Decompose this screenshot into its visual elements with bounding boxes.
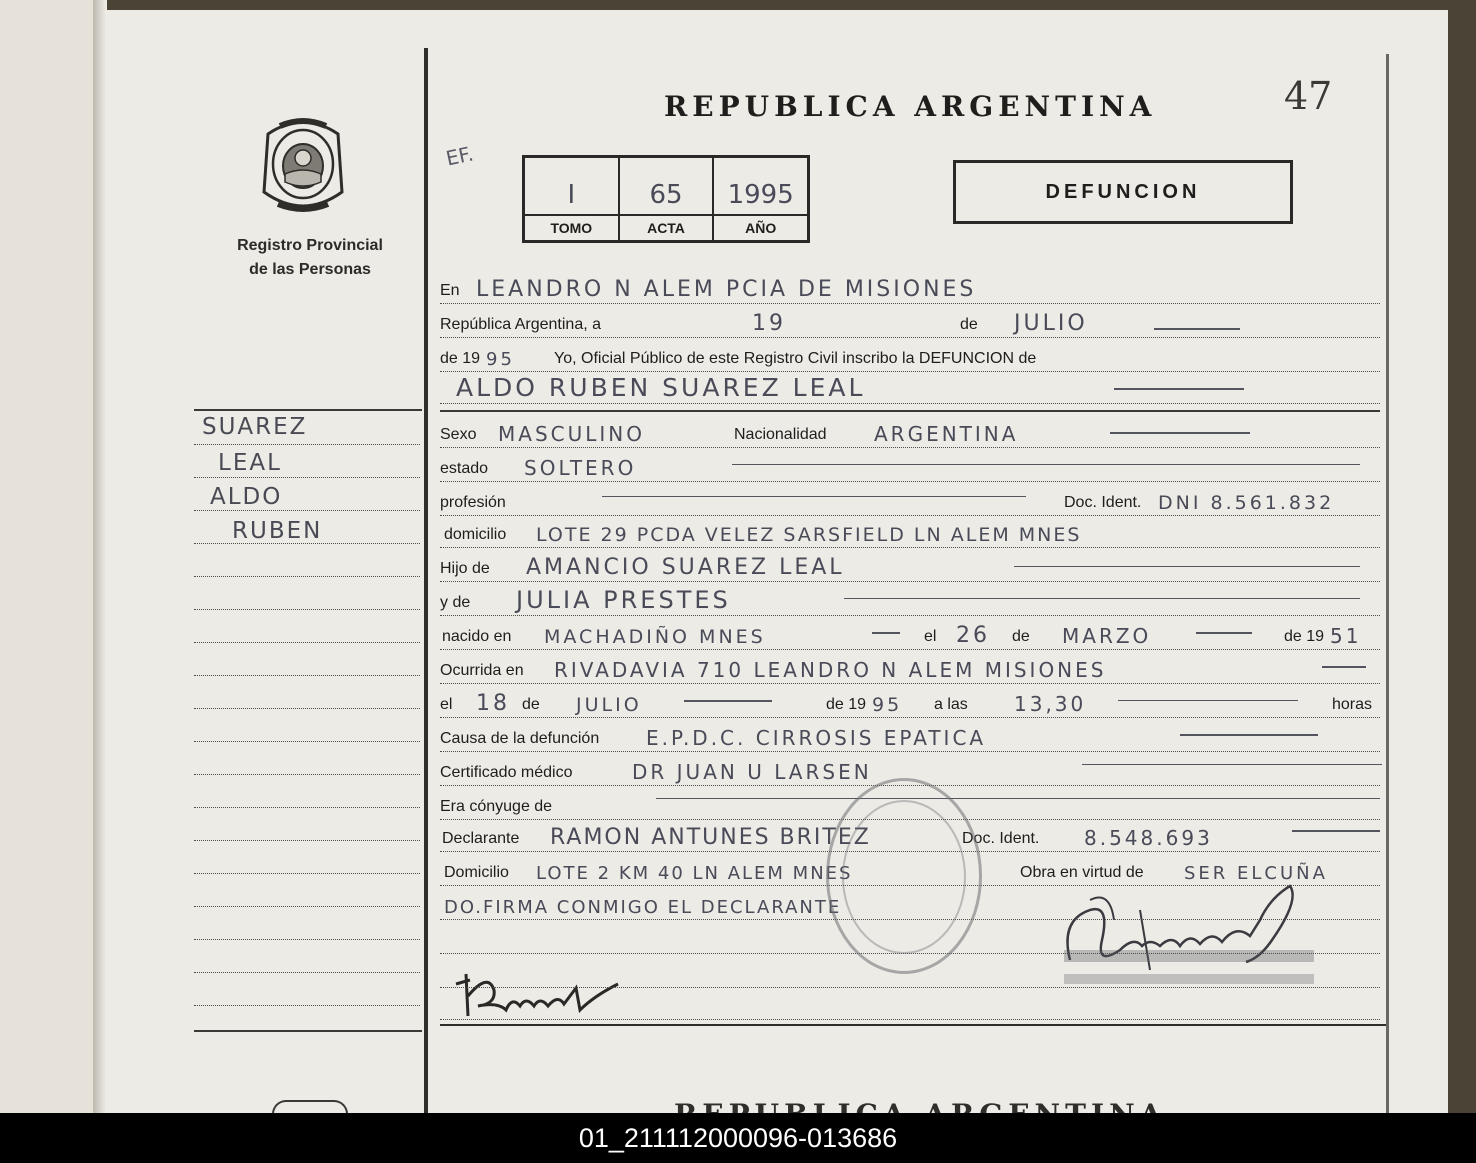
form-row-causa [440, 722, 1380, 752]
handwritten-annotation: EF. [443, 141, 476, 171]
decl-domicilio-value: LOTE 2 KM 40 LN ALEM MNES [536, 863, 853, 884]
stub-line [194, 881, 420, 907]
image-identifier: 01_211112000096-013686 [578, 1123, 898, 1153]
en-value: LEANDRO N ALEM PCIA DE MISIONES [476, 277, 977, 302]
doc-label: Doc. Ident. [1064, 494, 1142, 511]
official-signature [1050, 880, 1320, 990]
dia-value: 19 [752, 311, 786, 336]
fill-dash [1180, 734, 1318, 736]
fill-dash [1082, 764, 1382, 765]
hora-value: 13,30 [1014, 692, 1087, 716]
obra-value: SER ELCUÑA [1184, 863, 1328, 884]
decl-doc-label: Doc. Ident. [962, 830, 1040, 847]
tomo-cell [525, 158, 620, 240]
stub-bottom-rule [194, 1030, 422, 1032]
nacido-label: nacido en [442, 628, 512, 645]
acta-value: 65 [649, 180, 683, 210]
stub-line [194, 551, 420, 577]
madre-value: JULIA PRESTES [516, 586, 731, 614]
stub-line [194, 683, 420, 709]
nac-dia-value: 26 [956, 623, 990, 648]
difunto-value: ALDO RUBEN SUAREZ LEAL [456, 373, 866, 402]
stub-line [194, 914, 420, 940]
causa-label: Causa de la defunción [440, 730, 600, 747]
fill-dash [1196, 632, 1252, 634]
certificado-value: DR JUAN U LARSEN [632, 760, 872, 784]
fill-dash [844, 598, 1360, 599]
form-row-blank [440, 990, 1380, 1020]
causa-value: E.P.D.C. CIRROSIS EPATICA [646, 726, 987, 750]
form-row-inscribo [440, 342, 1380, 372]
document-title: REPUBLICA ARGENTINA [664, 90, 1157, 123]
declarante-label: Declarante [442, 830, 520, 847]
ano-label: AÑO [714, 214, 807, 240]
fill-dash [1114, 388, 1244, 390]
yde-label: y de [440, 594, 471, 611]
ocurrida-value: RIVADAVIA 710 LEANDRO N ALEM MISIONES [554, 658, 1107, 682]
stub-line [194, 650, 420, 676]
book-binding [93, 0, 107, 1113]
fill-dash [656, 798, 1380, 799]
profesion-label: profesión [440, 494, 506, 511]
next-page-seal-icon [272, 1100, 348, 1114]
form-row-estado [440, 452, 1380, 482]
fill-dash [1154, 328, 1240, 330]
alas-label: a las [934, 696, 968, 713]
def-anio-value: 95 [872, 694, 903, 716]
document-type-box: DEFUNCION [953, 160, 1293, 224]
sexo-value: MASCULINO [498, 422, 645, 446]
acta-label: ACTA [620, 214, 713, 240]
def-el-label: el [440, 696, 453, 713]
stub-line [194, 848, 420, 874]
stub-line [194, 947, 420, 973]
stub-surname-1: SUAREZ [202, 414, 308, 440]
nacido-en-value: MACHADIÑO MNES [544, 626, 766, 648]
de-label: de [960, 316, 978, 333]
declarante-value: RAMON ANTUNES BRITEZ [550, 825, 871, 850]
form-frame-left [424, 48, 428, 1113]
form-row-fecha-defuncion [440, 688, 1380, 718]
section-rule [440, 410, 1380, 412]
previous-page-edge [0, 0, 100, 1113]
en-label: En [440, 282, 460, 299]
def-mes-value: JULIO [576, 694, 642, 716]
form-frame-right [1386, 54, 1389, 1113]
def-dia-value: 18 [476, 691, 510, 716]
registry-name: Registro Provincial de las Personas [237, 237, 383, 278]
nacionalidad-value: ARGENTINA [874, 422, 1019, 446]
stub-line [194, 716, 420, 742]
form-row-padre [440, 552, 1380, 582]
form-row-en [440, 274, 1380, 304]
fill-dash [1292, 830, 1380, 832]
ano-value: 1995 [727, 180, 794, 210]
fill-dash [1014, 566, 1360, 567]
stub-line [194, 782, 420, 808]
provincial-seal-icon [258, 112, 348, 216]
ano-cell [714, 158, 807, 240]
nac-anio-prefix: de 19 [1284, 628, 1325, 645]
stub-given-name-2: RUBEN [232, 518, 323, 544]
domicilio-value: LOTE 29 PCDA VELEZ SARSFIELD LN ALEM MNES [536, 524, 1082, 546]
nacionalidad-label: Nacionalidad [734, 426, 827, 443]
page-number: 47 [1284, 74, 1333, 118]
form-row-profesion [440, 486, 1380, 516]
decl-domicilio-label: Domicilio [444, 864, 509, 881]
republica-label: República Argentina, a [440, 316, 601, 333]
def-de-label: de [522, 696, 540, 713]
ocurrida-label: Ocurrida en [440, 662, 524, 679]
stub-line [194, 980, 420, 1006]
tomo-value: I [567, 180, 576, 210]
fill-dash [872, 632, 900, 634]
form-row-domicilio [440, 518, 1380, 548]
mes-value: JULIO [1014, 311, 1088, 336]
stub-separator [194, 409, 422, 411]
stub-line [194, 584, 420, 610]
form-row-nacimiento [440, 620, 1380, 650]
anio-prefix: de 19 [440, 350, 481, 367]
horas-label: horas [1332, 696, 1373, 713]
stub-line [194, 815, 420, 841]
nac-mes-value: MARZO [1062, 624, 1152, 648]
stub-given-name-1: ALDO [210, 484, 283, 510]
form-row-fecha [440, 308, 1380, 338]
fill-dash [1110, 432, 1250, 434]
decl-doc-value: 8.548.693 [1084, 826, 1213, 850]
fill-dash [732, 464, 1360, 465]
anio-value: 95 [486, 349, 515, 370]
obra-cont-value: DO.FIRMA CONMIGO EL DECLARANTE [444, 897, 842, 918]
conyuge-label: Era cónyuge de [440, 798, 553, 815]
fill-dash [1118, 700, 1298, 701]
form-frame-bottom [440, 1024, 1386, 1026]
doc-value: DNI 8.561.832 [1158, 492, 1335, 514]
sexo-label: Sexo [440, 426, 477, 443]
stub-line [194, 749, 420, 775]
domicilio-label: domicilio [444, 526, 507, 543]
padre-value: AMANCIO SUAREZ LEAL [526, 555, 845, 580]
obra-label: Obra en virtud de [1020, 864, 1144, 881]
fill-dash [684, 700, 772, 702]
form-row-ocurrida [440, 654, 1380, 684]
estado-value: SOLTERO [524, 456, 637, 480]
nac-el-label: el [924, 628, 937, 645]
tomo-label: TOMO [525, 214, 618, 240]
fill-dash [602, 496, 1026, 497]
hijo-label: Hijo de [440, 560, 490, 577]
estado-label: estado [440, 460, 489, 477]
fill-dash [1322, 666, 1366, 668]
register-box [522, 155, 810, 243]
official-stamp-inner [842, 800, 966, 954]
def-anio-prefix: de 19 [826, 696, 867, 713]
stub-line [194, 617, 420, 643]
form-row-madre [440, 586, 1380, 616]
stub-surname-2: LEAL [218, 450, 282, 476]
certificado-label: Certificado médico [440, 764, 573, 781]
acta-cell [620, 158, 715, 240]
nac-de-label: de [1012, 628, 1030, 645]
inscribo-text: Yo, Oficial Público de este Registro Civil inscribo la DEFUNCION de [554, 350, 1037, 367]
nac-anio-value: 51 [1330, 624, 1362, 648]
